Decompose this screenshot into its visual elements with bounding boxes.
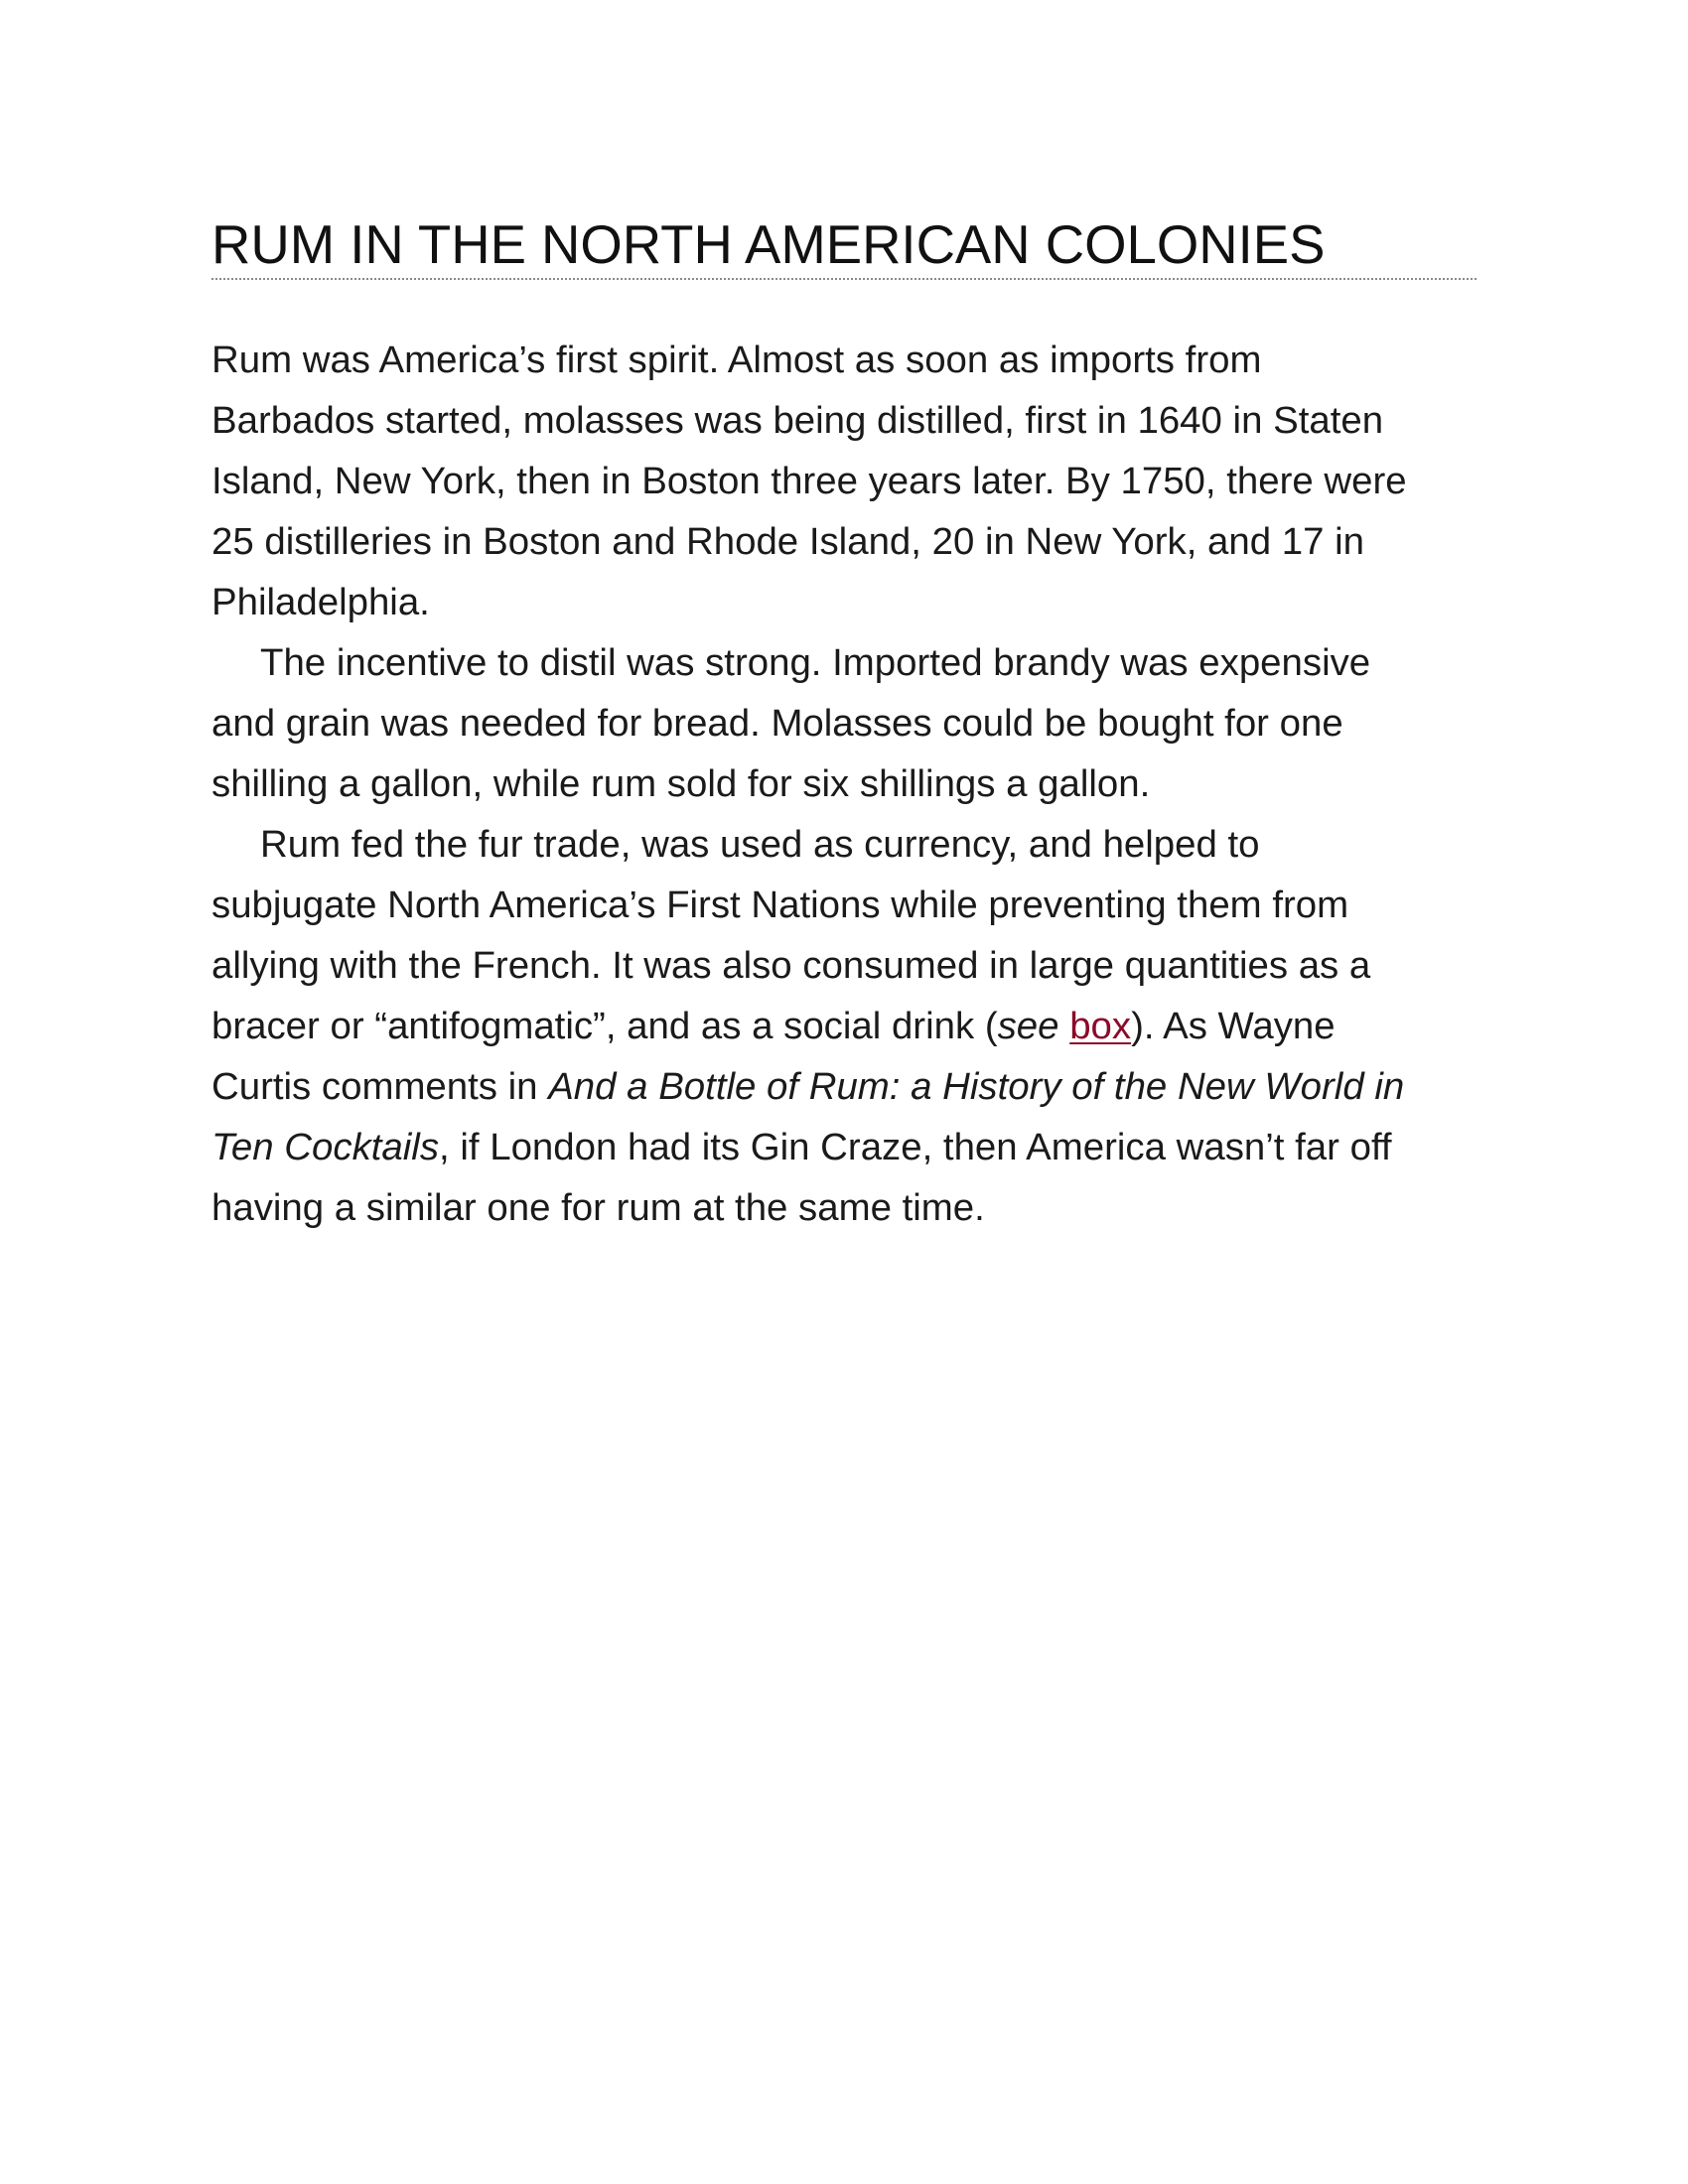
see-italic: see xyxy=(997,1005,1059,1047)
article-body xyxy=(211,330,1477,1238)
paragraph-2-line-1: The incentive to distil was strong. Imported brandy was expensive xyxy=(260,641,1371,684)
paragraph-1-line-2: Barbados started, molasses was being distilled, first in 1640 in Staten xyxy=(211,399,1384,442)
paragraph-2-line-2: and grain was needed for bread. Molasses could be bought for one xyxy=(211,702,1343,745)
paragraph-3-line-3: allying with the French. It was also consumed in large quantities as a xyxy=(211,944,1371,987)
heading-divider xyxy=(211,278,1477,280)
paragraph-3-line-5-text: Curtis comments in xyxy=(211,1065,549,1108)
paragraph-3-line-1: Rum fed the fur trade, was used as currency, and helped to xyxy=(260,823,1260,866)
paragraph-3-line-2: subjugate North America’s First Nations while preventing them from xyxy=(211,884,1349,926)
paragraph-1-line-5: Philadelphia. xyxy=(211,581,430,623)
paragraph-3-line-4-end: ). As Wayne xyxy=(1131,1005,1336,1047)
section-heading: RUM IN THE NORTH AMERICAN COLONIES xyxy=(211,214,1326,275)
paragraph-1-line-3: Island, New York, then in Boston three years later. By 1750, there were xyxy=(211,460,1407,502)
paragraph-1-line-4: 25 distilleries in Boston and Rhode Island, 20 in New York, and 17 in xyxy=(211,520,1364,563)
paragraph-3-line-4 xyxy=(211,996,1477,1056)
paragraph-1-line-1: Rum was America’s first spirit. Almost as soon as imports from xyxy=(211,339,1262,381)
book-title-part-1: And a Bottle of Rum: a History of the New World in xyxy=(548,1065,1405,1108)
paragraph-3-line-7: having a similar one for rum at the same time. xyxy=(211,1186,985,1229)
space xyxy=(1059,1005,1070,1047)
paragraph-3-line-4-text: bracer or “antifogmatic”, and as a social drink ( xyxy=(211,1005,998,1047)
book-title-part-2: Ten Cocktails xyxy=(211,1126,440,1168)
paragraph-3-line-6-text: , if London had its Gin Craze, then America wasn’t far off xyxy=(439,1126,1392,1168)
paragraph-2-line-3: shilling a gallon, while rum sold for six shillings a gallon. xyxy=(211,762,1151,805)
paragraph-3-line-6 xyxy=(211,1117,1477,1177)
box-link[interactable]: box xyxy=(1069,1005,1132,1047)
paragraph-3-line-5 xyxy=(211,1056,1477,1117)
